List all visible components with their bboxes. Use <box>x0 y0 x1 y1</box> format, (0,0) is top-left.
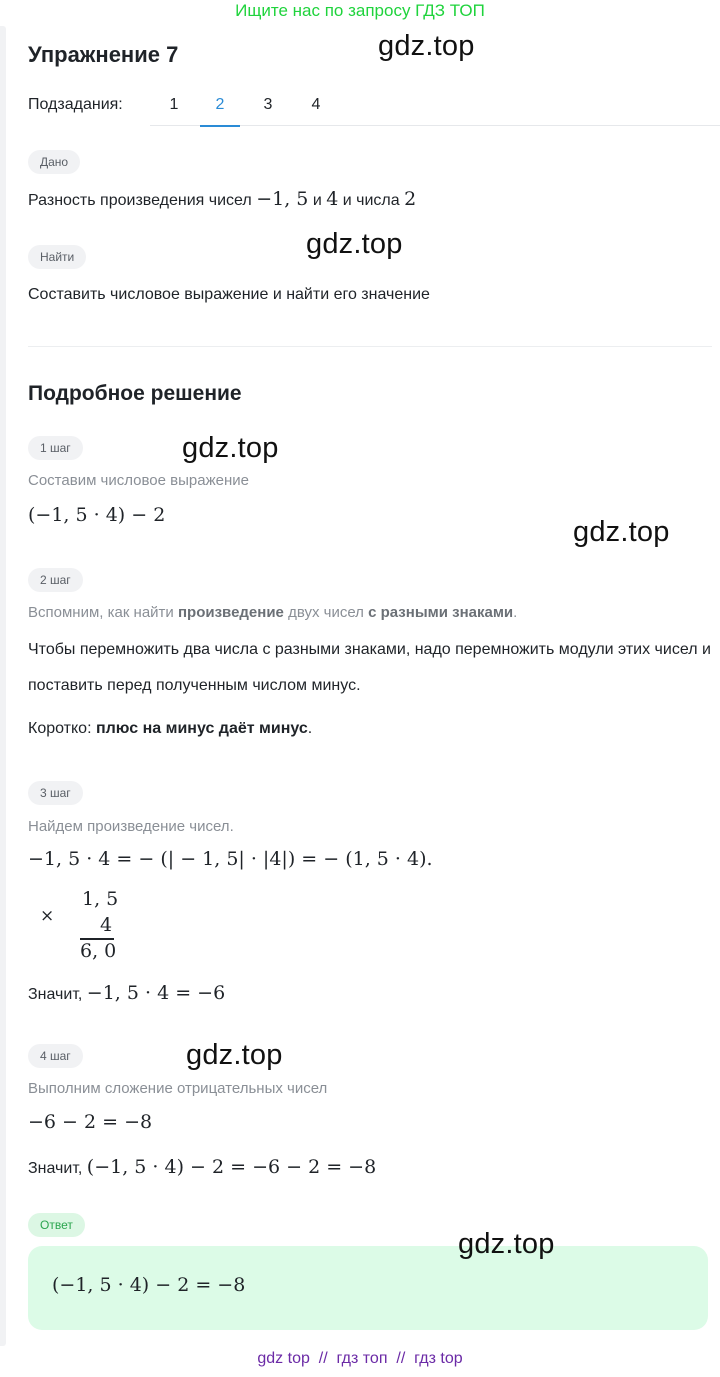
step4-caption: Выполним сложение отрицательных чисел <box>28 1080 328 1097</box>
footer-links[interactable]: gdz top // гдз топ // гдз top <box>257 1350 463 1367</box>
step3-chip: 3 шаг <box>28 781 83 805</box>
step3-caption: Найдем произведение чисел. <box>28 818 234 835</box>
column-multiplication <box>40 886 130 966</box>
step1-expression: (−1, 5 · 4) − 2 <box>28 504 166 526</box>
step2-rule: Чтобы перемножить два числа с разными знаками, надо перемножить модули этих чисел и поставить перед полученным числом минус. <box>28 641 711 694</box>
watermark: gdz.top <box>306 228 403 260</box>
step4-conclusion-expr: (−1, 5 · 4) − 2 = −6 − 2 = −8 <box>86 1156 377 1178</box>
find-chip: Найти <box>28 245 86 269</box>
step2-short-label: Коротко: <box>28 720 92 737</box>
step3-conclusion-label: Значит, <box>28 986 83 1003</box>
step1-caption: Составим числовое выражение <box>28 472 249 489</box>
watermark: gdz.top <box>573 516 670 548</box>
exercise-card <box>6 26 720 1348</box>
step2-caption-a: Вспомним, как найти <box>28 604 174 621</box>
mult-operand-a: 1, 5 <box>82 888 119 910</box>
find-text: Составить числовое выражение и найти его значение <box>28 286 430 303</box>
watermark: gdz.top <box>378 30 475 62</box>
step4-chip: 4 шаг <box>28 1044 83 1068</box>
mult-result: 6, 0 <box>80 940 117 962</box>
given-chip: Дано <box>28 150 80 174</box>
step4-conclusion-label: Значит, <box>28 1160 83 1177</box>
step2-chip: 2 шаг <box>28 568 83 592</box>
watermark: gdz.top <box>186 1039 283 1071</box>
section-divider <box>28 346 712 347</box>
given-num1: −1, 5 <box>256 188 309 210</box>
given-num2: 4 <box>326 188 339 210</box>
page-title: Упражнение 7 <box>28 42 179 67</box>
answer-expression: (−1, 5 · 4) − 2 = −8 <box>52 1274 246 1296</box>
mult-operand-b: 4 <box>100 914 113 936</box>
step3-expression: −1, 5 · 4 = − (| − 1, 5| · |4|) = − (1, 5 · 4). <box>28 848 433 870</box>
given-text <box>28 188 416 210</box>
subtask-tabs <box>150 88 720 126</box>
tab-subtask-2[interactable]: 2 <box>200 88 240 126</box>
step1-chip: 1 шаг <box>28 436 83 460</box>
step2-caption <box>28 604 517 621</box>
step4-conclusion <box>28 1156 376 1178</box>
given-num3: 2 <box>404 188 417 210</box>
step2-short <box>28 720 312 738</box>
tab-subtask-4[interactable]: 4 <box>311 96 321 113</box>
tab-subtask-3[interactable]: 3 <box>263 96 273 113</box>
solution-title: Подробное решение <box>28 382 242 405</box>
tab-subtask-1[interactable]: 1 <box>169 96 179 113</box>
step3-conclusion-expr: −1, 5 · 4 = −6 <box>86 982 226 1004</box>
step2-caption-bold1: произведение <box>177 604 284 621</box>
given-and: и <box>312 192 322 209</box>
watermark: gdz.top <box>458 1228 555 1260</box>
step3-conclusion <box>28 982 225 1004</box>
answer-chip: Ответ <box>28 1213 85 1237</box>
step4-expression: −6 − 2 = −8 <box>28 1111 153 1133</box>
step2-short-bold: плюс на минус даёт минус <box>95 720 308 737</box>
answer-box <box>28 1246 708 1330</box>
top-banner: Ищите нас по запросу ГДЗ ТОП <box>235 1 485 20</box>
given-and-number: и числа <box>342 192 400 209</box>
subtasks-label: Подзадания: <box>28 96 123 113</box>
step2-short-end: . <box>307 720 313 737</box>
given-text-before: Разность произведения чисел <box>28 192 252 209</box>
step2-caption-end: . <box>513 604 518 621</box>
step2-caption-c: двух чисел <box>288 604 364 621</box>
watermark: gdz.top <box>182 432 279 464</box>
multiply-sign: × <box>40 906 55 926</box>
step2-caption-bold2: с разными знаками <box>368 604 514 621</box>
